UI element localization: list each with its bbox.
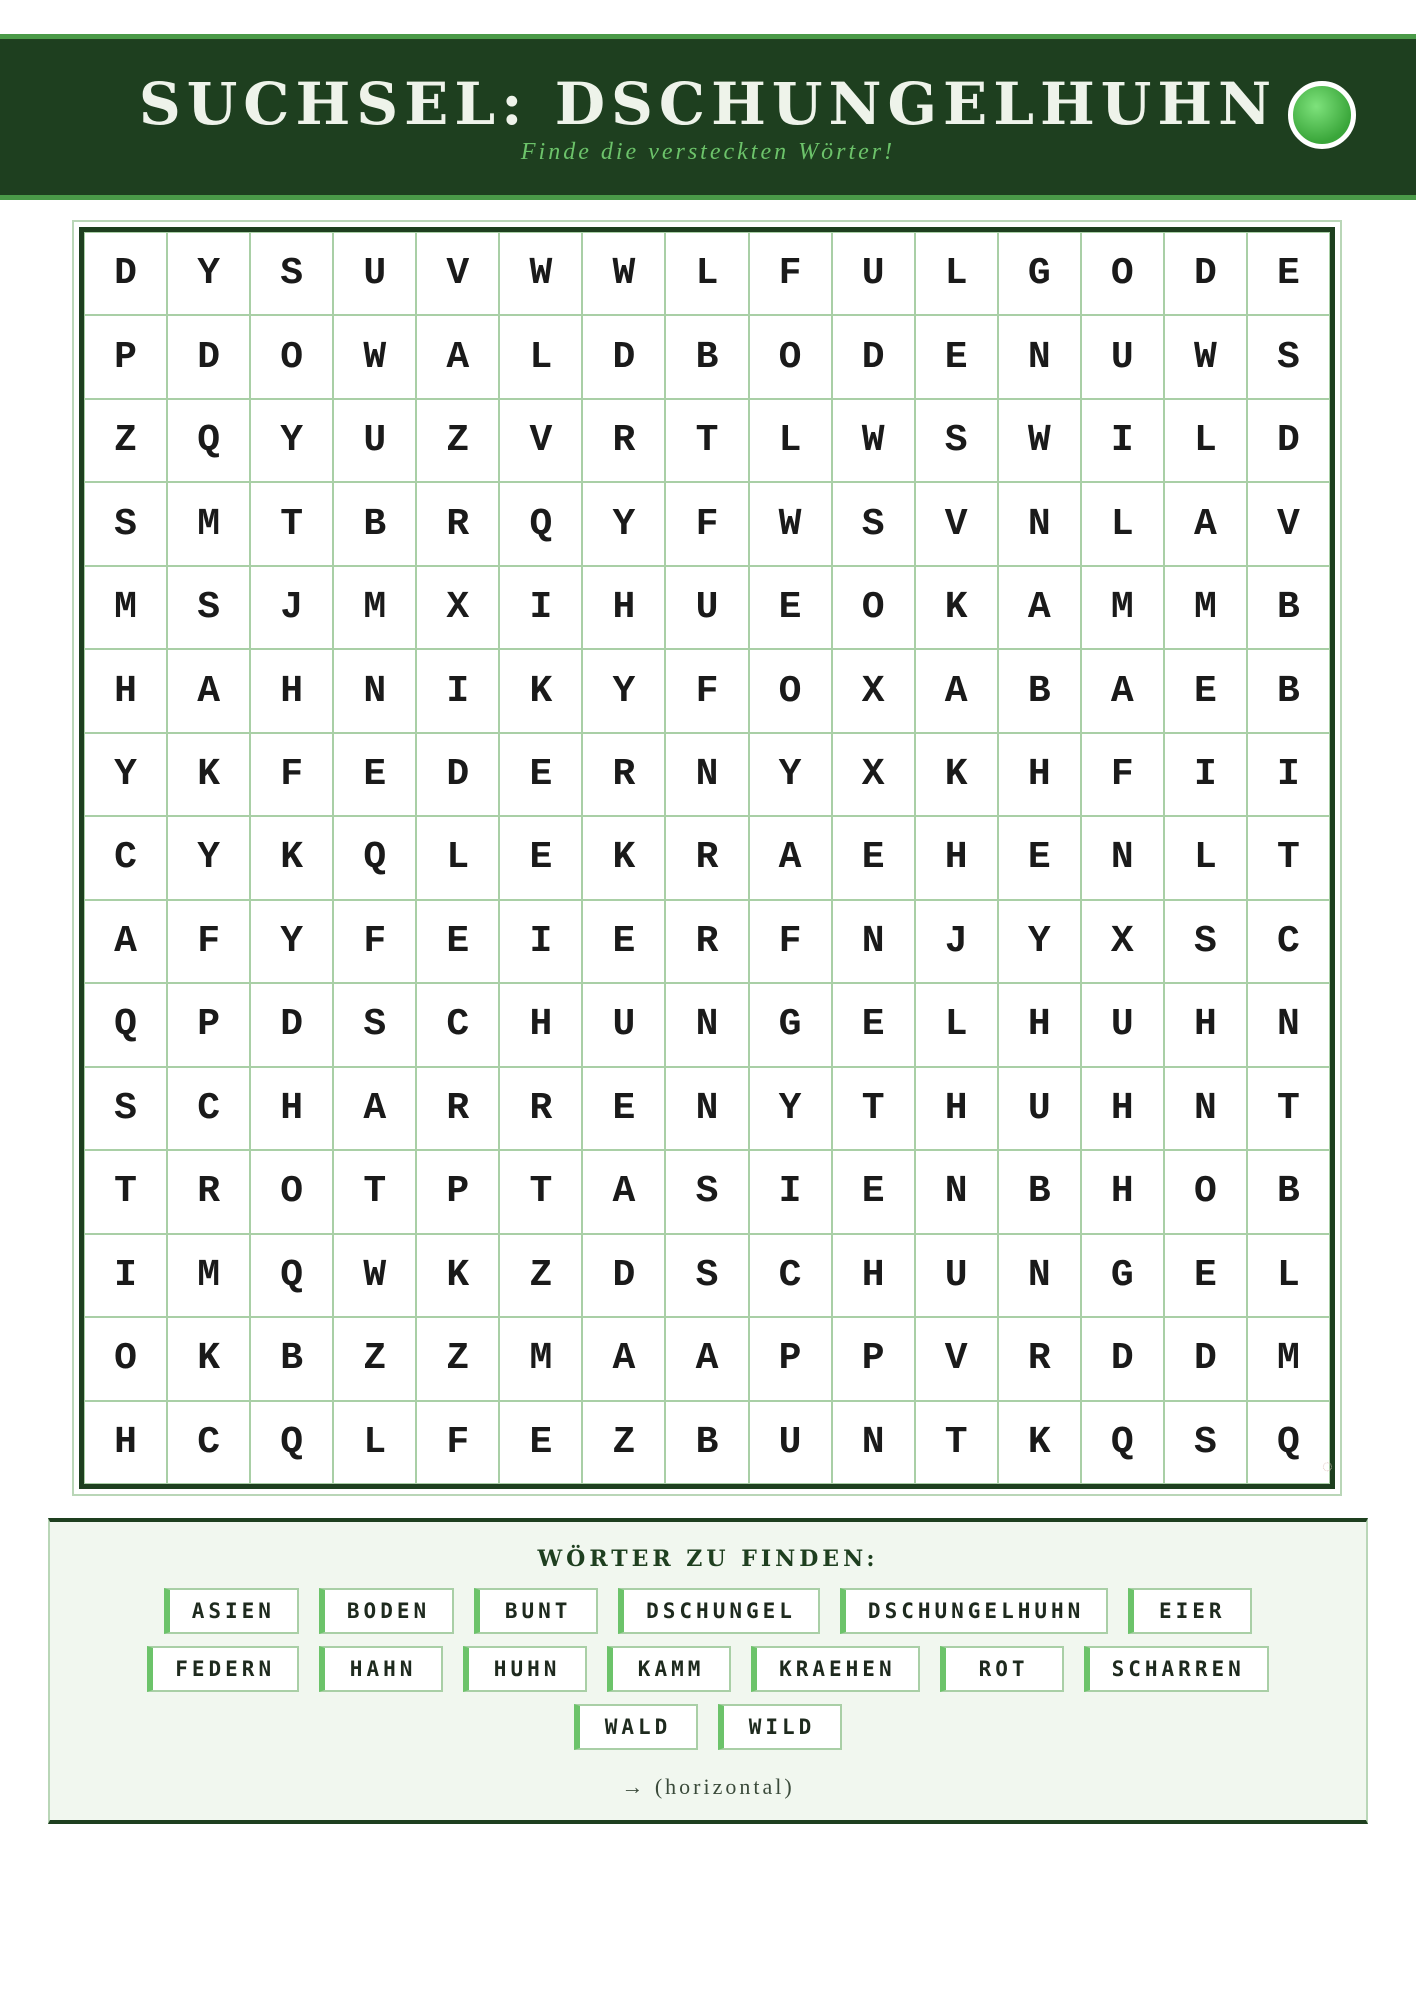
grid-cell[interactable]: H <box>582 566 665 649</box>
grid-cell[interactable]: B <box>998 649 1081 732</box>
grid-cell[interactable]: L <box>749 399 832 482</box>
grid-cell[interactable]: U <box>1081 315 1164 398</box>
grid-cell[interactable]: Z <box>582 1401 665 1484</box>
grid-cell[interactable]: B <box>665 1401 748 1484</box>
grid-cell[interactable]: J <box>250 566 333 649</box>
grid-cell[interactable]: E <box>998 816 1081 899</box>
grid-cell[interactable]: E <box>582 1067 665 1150</box>
grid-cell[interactable]: Y <box>582 649 665 732</box>
grid-cell[interactable]: T <box>333 1150 416 1233</box>
grid-cell[interactable]: S <box>84 482 167 565</box>
grid-cell[interactable]: D <box>1081 1317 1164 1400</box>
grid-cell[interactable]: H <box>998 983 1081 1066</box>
grid-cell[interactable]: O <box>84 1317 167 1400</box>
grid-cell[interactable]: Q <box>167 399 250 482</box>
grid-cell[interactable]: G <box>998 232 1081 315</box>
grid-cell[interactable]: U <box>1081 983 1164 1066</box>
grid-cell[interactable]: L <box>665 232 748 315</box>
grid-cell[interactable]: U <box>333 399 416 482</box>
word-chip: SCHARREN <box>1084 1646 1269 1692</box>
word-list-panel <box>48 1518 1368 1824</box>
grid-cell[interactable]: V <box>416 232 499 315</box>
word-chip: WILD <box>718 1704 842 1750</box>
grid-cell[interactable]: X <box>1081 900 1164 983</box>
grid-cell[interactable]: I <box>84 1234 167 1317</box>
word-chip: DSCHUNGEL <box>618 1588 820 1634</box>
grid-cell[interactable]: E <box>1164 1234 1247 1317</box>
grid-cell[interactable]: F <box>250 733 333 816</box>
grid-cell[interactable]: M <box>1247 1317 1330 1400</box>
grid-cell[interactable]: P <box>416 1150 499 1233</box>
grid-cell[interactable]: N <box>1247 983 1330 1066</box>
grid-cell[interactable]: A <box>416 315 499 398</box>
grid-cell[interactable]: A <box>167 649 250 732</box>
grid-cell[interactable]: U <box>832 232 915 315</box>
grid-cell[interactable]: Y <box>749 733 832 816</box>
grid-cell[interactable]: Z <box>416 1317 499 1400</box>
grid-cell[interactable]: N <box>998 482 1081 565</box>
grid-cell[interactable]: S <box>250 232 333 315</box>
grid-cell[interactable]: E <box>1247 232 1330 315</box>
grid-cell[interactable]: F <box>749 900 832 983</box>
grid-cell[interactable]: U <box>749 1401 832 1484</box>
grid-cell[interactable]: B <box>333 482 416 565</box>
grid-cell[interactable]: Y <box>250 399 333 482</box>
grid-cell[interactable]: Y <box>749 1067 832 1150</box>
grid-cell[interactable]: A <box>915 649 998 732</box>
word-row <box>50 1704 1366 1750</box>
grid-cell[interactable]: W <box>499 232 582 315</box>
word-chip: FEDERN <box>147 1646 299 1692</box>
grid-cell[interactable]: V <box>915 482 998 565</box>
grid-cell[interactable]: U <box>998 1067 1081 1150</box>
grid-cell[interactable]: K <box>250 816 333 899</box>
grid-cell[interactable]: D <box>416 733 499 816</box>
grid-cell[interactable]: H <box>1081 1150 1164 1233</box>
grid-cell[interactable]: X <box>832 649 915 732</box>
grid-cell[interactable]: P <box>84 315 167 398</box>
grid-cell[interactable]: N <box>665 733 748 816</box>
grid-cell[interactable]: Q <box>1081 1401 1164 1484</box>
grid-cell[interactable]: L <box>1081 482 1164 565</box>
grid-cell[interactable]: Z <box>416 399 499 482</box>
grid-cell[interactable]: Q <box>250 1234 333 1317</box>
grid-cell[interactable]: W <box>832 399 915 482</box>
grid-cell[interactable]: K <box>167 1317 250 1400</box>
word-chip: BUNT <box>474 1588 598 1634</box>
grid-cell[interactable]: E <box>749 566 832 649</box>
grid-cell[interactable]: R <box>499 1067 582 1150</box>
grid-cell[interactable]: K <box>998 1401 1081 1484</box>
grid-cell[interactable]: H <box>84 1401 167 1484</box>
grid-cell[interactable]: X <box>416 566 499 649</box>
word-chip: HUHN <box>463 1646 587 1692</box>
grid-cell[interactable]: W <box>333 1234 416 1317</box>
grid-cell[interactable]: V <box>915 1317 998 1400</box>
grid-cell[interactable]: D <box>1164 232 1247 315</box>
grid-cell[interactable]: O <box>749 315 832 398</box>
grid-cell[interactable]: B <box>1247 1150 1330 1233</box>
grid-cell[interactable]: M <box>1081 566 1164 649</box>
grid-cell[interactable]: L <box>333 1401 416 1484</box>
grid-cell[interactable]: R <box>582 733 665 816</box>
grid-cell[interactable]: M <box>167 1234 250 1317</box>
grid-cell[interactable]: K <box>167 733 250 816</box>
grid-cell[interactable]: E <box>832 816 915 899</box>
grid-cell[interactable]: T <box>1247 816 1330 899</box>
grid-cell[interactable]: C <box>167 1067 250 1150</box>
grid-cell[interactable]: A <box>582 1150 665 1233</box>
grid-cell[interactable]: R <box>665 816 748 899</box>
grid-cell[interactable]: I <box>416 649 499 732</box>
grid-cell[interactable]: Y <box>167 816 250 899</box>
grid-cell[interactable]: E <box>832 1150 915 1233</box>
grid-cell[interactable]: Q <box>1247 1401 1330 1484</box>
grid-cell[interactable]: R <box>582 399 665 482</box>
grid-cell[interactable]: L <box>499 315 582 398</box>
grid-cell[interactable]: W <box>333 315 416 398</box>
grid-cell[interactable]: S <box>84 1067 167 1150</box>
grid-cell[interactable]: Y <box>582 482 665 565</box>
word-row <box>50 1588 1366 1634</box>
grid-cell[interactable]: U <box>333 232 416 315</box>
grid-cell[interactable]: K <box>416 1234 499 1317</box>
grid-cell[interactable]: Y <box>84 733 167 816</box>
grid-cell[interactable]: D <box>167 315 250 398</box>
grid-cell[interactable]: H <box>998 733 1081 816</box>
grid-cell[interactable]: N <box>665 1067 748 1150</box>
grid-cell[interactable]: G <box>749 983 832 1066</box>
page-subtitle: Finde die versteckten Wörter! <box>520 139 896 165</box>
grid-cell[interactable]: N <box>665 983 748 1066</box>
word-chip: HAHN <box>319 1646 443 1692</box>
grid-cell[interactable]: I <box>499 566 582 649</box>
grid-cell[interactable]: E <box>499 733 582 816</box>
grid-cell[interactable]: N <box>1164 1067 1247 1150</box>
corner-decoration-icon: ◌ <box>1322 1456 1333 1476</box>
grid-cell[interactable]: A <box>1081 649 1164 732</box>
grid-cell[interactable]: A <box>582 1317 665 1400</box>
grid-cell[interactable]: U <box>915 1234 998 1317</box>
word-row <box>50 1646 1366 1692</box>
word-chip: WALD <box>574 1704 698 1750</box>
grid-cell[interactable]: K <box>582 816 665 899</box>
grid-cell[interactable]: S <box>665 1150 748 1233</box>
grid-cell[interactable]: D <box>1164 1317 1247 1400</box>
word-chip: ASIEN <box>164 1588 299 1634</box>
grid-cell[interactable]: O <box>832 566 915 649</box>
grid-cell[interactable]: D <box>250 983 333 1066</box>
grid-cell[interactable]: N <box>333 649 416 732</box>
grid-cell[interactable]: Q <box>333 816 416 899</box>
grid-cell[interactable]: A <box>333 1067 416 1150</box>
grid-cell[interactable]: W <box>582 232 665 315</box>
grid-cell[interactable]: Z <box>84 399 167 482</box>
grid-cell[interactable]: R <box>416 482 499 565</box>
grid-cell[interactable]: D <box>582 315 665 398</box>
grid-cell[interactable]: H <box>915 816 998 899</box>
grid-cell[interactable]: S <box>1164 900 1247 983</box>
grid-cell[interactable]: I <box>499 900 582 983</box>
grid-cell[interactable]: T <box>84 1150 167 1233</box>
grid-cell[interactable]: V <box>499 399 582 482</box>
grid-cell[interactable]: N <box>915 1150 998 1233</box>
word-chip: ROT <box>940 1646 1064 1692</box>
grid-cell[interactable]: N <box>832 900 915 983</box>
grid-cell[interactable]: C <box>749 1234 832 1317</box>
grid-cell[interactable]: A <box>84 900 167 983</box>
grid-cell[interactable]: E <box>582 900 665 983</box>
grid-cell[interactable]: N <box>998 315 1081 398</box>
grid-cell[interactable]: T <box>250 482 333 565</box>
grid-cell[interactable]: F <box>665 482 748 565</box>
grid-cell[interactable]: D <box>84 232 167 315</box>
grid-cell[interactable]: T <box>665 399 748 482</box>
grid-cell[interactable]: S <box>915 399 998 482</box>
grid-cell[interactable]: B <box>665 315 748 398</box>
letter-grid <box>79 227 1335 1489</box>
grid-cell[interactable]: H <box>250 649 333 732</box>
grid-cell[interactable]: E <box>915 315 998 398</box>
grid-cell[interactable]: T <box>1247 1067 1330 1150</box>
grid-cell[interactable]: Q <box>499 482 582 565</box>
grid-cell[interactable]: A <box>749 816 832 899</box>
grid-cell[interactable]: O <box>1081 232 1164 315</box>
grid-cell[interactable]: K <box>915 733 998 816</box>
grid-cell[interactable]: Z <box>499 1234 582 1317</box>
grid-cell[interactable]: Q <box>250 1401 333 1484</box>
grid-cell[interactable]: B <box>998 1150 1081 1233</box>
grid-cell[interactable]: L <box>1164 816 1247 899</box>
grid-cell[interactable]: Z <box>333 1317 416 1400</box>
grid-cell[interactable]: O <box>1164 1150 1247 1233</box>
grid-cell[interactable]: D <box>1247 399 1330 482</box>
grid-cell[interactable]: U <box>665 566 748 649</box>
grid-cell[interactable]: K <box>499 649 582 732</box>
grid-cell[interactable]: T <box>499 1150 582 1233</box>
grid-cell[interactable]: P <box>749 1317 832 1400</box>
grid-cell[interactable]: R <box>416 1067 499 1150</box>
grid-cell[interactable]: F <box>167 900 250 983</box>
grid-cell[interactable]: F <box>416 1401 499 1484</box>
word-list-heading: WÖRTER ZU FINDEN: <box>537 1546 879 1572</box>
grid-cell[interactable]: U <box>582 983 665 1066</box>
grid-cell[interactable]: H <box>1164 983 1247 1066</box>
grid-cell[interactable]: J <box>915 900 998 983</box>
grid-cell[interactable]: C <box>416 983 499 1066</box>
grid-cell[interactable]: I <box>1164 733 1247 816</box>
grid-cell[interactable]: W <box>1164 315 1247 398</box>
grid-cell[interactable]: S <box>665 1234 748 1317</box>
grid-cell[interactable]: T <box>832 1067 915 1150</box>
grid-cell[interactable]: E <box>832 983 915 1066</box>
header-banner <box>0 34 1416 200</box>
grid-cell[interactable]: H <box>499 983 582 1066</box>
grid-cell[interactable]: B <box>1247 566 1330 649</box>
grid-cell[interactable]: Y <box>998 900 1081 983</box>
word-list <box>50 1588 1366 1762</box>
grid-cell[interactable]: O <box>250 315 333 398</box>
grid-cell[interactable]: L <box>915 983 998 1066</box>
grid-cell[interactable]: S <box>1164 1401 1247 1484</box>
grid-cell[interactable]: A <box>998 566 1081 649</box>
grid-cell[interactable]: S <box>167 566 250 649</box>
grid-cell[interactable]: H <box>1081 1067 1164 1150</box>
grid-cell[interactable]: W <box>998 399 1081 482</box>
grid-cell[interactable]: O <box>250 1150 333 1233</box>
grid-cell[interactable]: D <box>832 315 915 398</box>
grid-cell[interactable]: F <box>333 900 416 983</box>
grid-cell[interactable]: I <box>749 1150 832 1233</box>
grid-cell[interactable]: C <box>84 816 167 899</box>
word-chip: EIER <box>1128 1588 1252 1634</box>
grid-cell[interactable]: C <box>167 1401 250 1484</box>
grid-cell[interactable]: P <box>832 1317 915 1400</box>
grid-cell[interactable]: E <box>499 816 582 899</box>
grid-cell[interactable]: N <box>1081 816 1164 899</box>
direction-note: → (horizontal) <box>621 1774 795 1799</box>
grid-cell[interactable]: Y <box>167 232 250 315</box>
grid-cell[interactable]: L <box>416 816 499 899</box>
grid-cell[interactable]: M <box>1164 566 1247 649</box>
grid-cell[interactable]: R <box>665 900 748 983</box>
grid-cell[interactable]: A <box>665 1317 748 1400</box>
grid-cell[interactable]: T <box>915 1401 998 1484</box>
grid-cell[interactable]: M <box>333 566 416 649</box>
grid-cell[interactable]: E <box>333 733 416 816</box>
grid-cell[interactable]: F <box>749 232 832 315</box>
grid-cell[interactable]: L <box>1247 1234 1330 1317</box>
grid-cell[interactable]: D <box>582 1234 665 1317</box>
grid-cell[interactable]: F <box>665 649 748 732</box>
word-chip: BODEN <box>319 1588 454 1634</box>
green-dot-icon <box>1288 81 1356 149</box>
grid-cell[interactable]: N <box>832 1401 915 1484</box>
grid-cell[interactable]: M <box>84 566 167 649</box>
word-chip: KAMM <box>607 1646 731 1692</box>
grid-cell[interactable]: H <box>915 1067 998 1150</box>
grid-cell[interactable]: R <box>167 1150 250 1233</box>
grid-cell[interactable]: M <box>499 1317 582 1400</box>
grid-cell[interactable]: E <box>499 1401 582 1484</box>
grid-cell[interactable]: X <box>832 733 915 816</box>
grid-cell[interactable]: L <box>915 232 998 315</box>
grid-cell[interactable]: I <box>1081 399 1164 482</box>
grid-cell[interactable]: V <box>1247 482 1330 565</box>
grid-cell[interactable]: F <box>1081 733 1164 816</box>
word-chip: KRAEHEN <box>751 1646 920 1692</box>
grid-cell[interactable]: K <box>915 566 998 649</box>
grid-cell[interactable]: Q <box>84 983 167 1066</box>
grid-cell[interactable]: A <box>1164 482 1247 565</box>
grid-cell[interactable]: W <box>749 482 832 565</box>
grid-cell[interactable]: L <box>1164 399 1247 482</box>
grid-cell[interactable]: S <box>832 482 915 565</box>
grid-cell[interactable]: M <box>167 482 250 565</box>
grid-cell[interactable]: Y <box>250 900 333 983</box>
grid-cell[interactable]: B <box>250 1317 333 1400</box>
grid-cell[interactable]: H <box>84 649 167 732</box>
grid-cell[interactable]: B <box>1247 649 1330 732</box>
grid-cell[interactable]: N <box>998 1234 1081 1317</box>
grid-cell[interactable]: E <box>416 900 499 983</box>
grid-cell[interactable]: I <box>1247 733 1330 816</box>
grid-cell[interactable]: S <box>1247 315 1330 398</box>
page-title: SUCHSEL: DSCHUNGELHUHN <box>138 70 1278 138</box>
grid-cell[interactable]: S <box>333 983 416 1066</box>
grid-cell[interactable]: E <box>1164 649 1247 732</box>
word-chip: DSCHUNGELHUHN <box>840 1588 1108 1634</box>
grid-cell[interactable]: O <box>749 649 832 732</box>
grid-cell[interactable]: R <box>998 1317 1081 1400</box>
grid-cell[interactable]: H <box>832 1234 915 1317</box>
grid-cell[interactable]: P <box>167 983 250 1066</box>
grid-cell[interactable]: C <box>1247 900 1330 983</box>
grid-cell[interactable]: H <box>250 1067 333 1150</box>
grid-cell[interactable]: G <box>1081 1234 1164 1317</box>
